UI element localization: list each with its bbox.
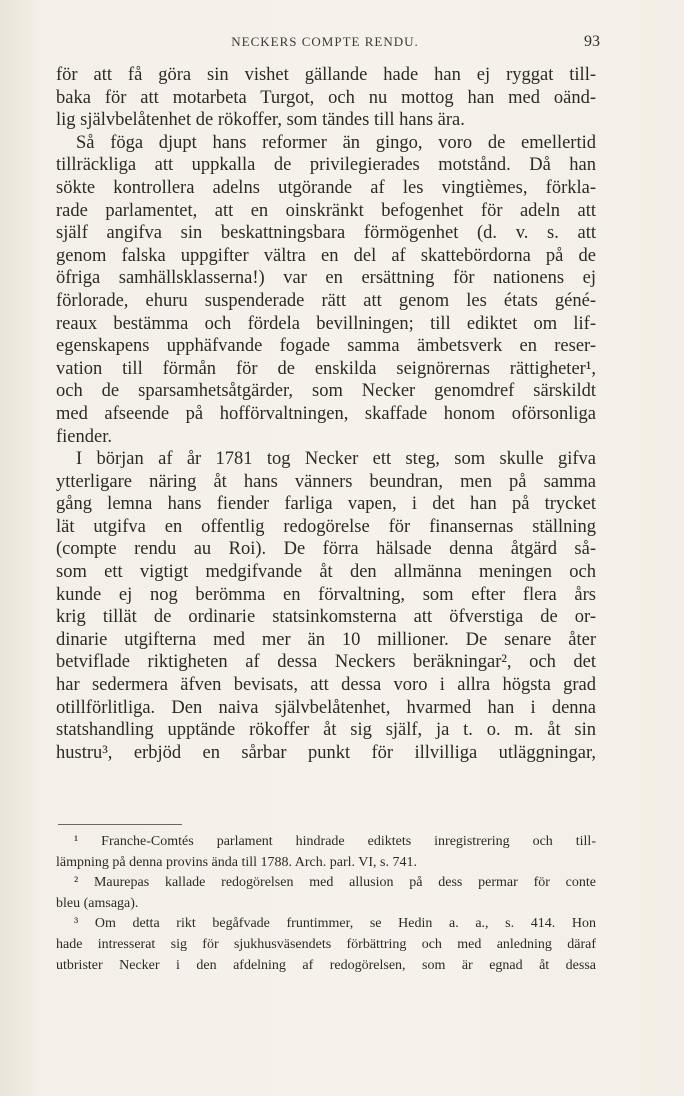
body-line: baka för att motarbeta Turgot, och nu mottog han med oänd-: [56, 87, 596, 108]
page-header: [56, 33, 600, 54]
body-line: egenskapens upphäfvande fogade samma ämbetsverk en reser-: [56, 336, 596, 357]
body-line: (compte rendu au Roi). De förra hälsade denna åtgärd så-: [56, 539, 596, 560]
footnote-divider: [58, 824, 182, 825]
body-line: förlorade, ehuru suspenderade rätt att genom les états géné-: [56, 290, 596, 311]
body-line: lig självbelåtenhet de rökoffer, som tändes till hans ära.: [56, 110, 465, 131]
footnote-line: ³ Om detta rikt begåfvade fruntimmer, se Hedin a. a., s. 414. Hon: [74, 916, 596, 932]
body-line: gång lemna hans fiender farliga vapen, i det han på trycket: [56, 494, 596, 515]
body-line: öfriga samhällsklasserna!) var en ersättning för nationens ej: [56, 268, 596, 289]
body-line: betviflade riktigheten af dessa Neckers beräkningar², och det: [56, 652, 596, 673]
body-line: genom falska uppgifter vältra en del af skattebördorna på de: [56, 245, 596, 266]
body-line: Så föga djupt hans reformer än gingo, voro de emellertid: [76, 132, 596, 153]
footnote-line: bleu (amsaga).: [56, 895, 139, 911]
footnote-line: ¹ Franche-Comtés parlament hindrade ediktets inregistrering och till-: [74, 834, 596, 849]
body-line: vation till förmån för de enskilda seignörernas rättigheter¹,: [56, 358, 596, 379]
body-line: lät utgifva en offentlig redogörelse för finansernas ställning: [56, 516, 596, 537]
body-line: har sedermera äfven bevisats, att dessa voro i allra högsta grad: [56, 675, 596, 696]
footnote-line: lämpning på denna provins ända till 1788. Arch. parl. VI, s. 741.: [56, 854, 417, 870]
body-line: som ett vigtigt medgifvande åt den allmänna meningen och: [56, 562, 596, 583]
footnote-line: utbrister Necker i den afdelning af redogörelsen, som är egnad åt dessa: [56, 957, 596, 973]
body-line: och de sparsamhetsåtgärder, som Necker genomdref särskildt: [56, 381, 596, 402]
body-line: sökte kontrollera adelns utgörande af les vingtièmes, förkla-: [56, 177, 596, 198]
footnote-line: hade intresserat sig för sjukhusväsendets förbättring och med anledning däraf: [56, 936, 596, 952]
body-line: ytterligare näring åt hans vänners beundran, men på samma: [56, 471, 596, 492]
body-line: fiender.: [56, 426, 112, 447]
running-head: NECKERS COMPTE RENDU.: [231, 34, 419, 49]
body-line: själf angifva sin beskattningsbara förmögenhet (d. v. s. att: [56, 223, 596, 244]
body-line: dinarie utgifterna med mer än 10 millioner. De senare åter: [56, 629, 596, 650]
page-number: 93: [584, 33, 600, 50]
body-line: otillförlitliga. Den naiva självbelåtenhet, hvarmed han i denna: [56, 697, 596, 718]
body-line: reaux bestämma och fördela bevillningen; till ediktet om lif-: [56, 313, 596, 334]
body-text: [56, 64, 596, 764]
footnotes: [56, 832, 596, 976]
body-line: med afseende på hofförvaltningen, skaffade honom oförsonliga: [56, 403, 596, 424]
body-line: statshandling upptände rökoffer åt sig själf, ja t. o. m. åt sin: [56, 720, 596, 741]
body-line: hustru³, erbjöd en sårbar punkt för illvilliga utläggningar,: [56, 742, 596, 763]
body-line: I början af år 1781 tog Necker ett steg, som skulle gifva: [76, 449, 596, 470]
body-line: rade parlamentet, att en oinskränkt befogenhet för adeln att: [56, 200, 596, 221]
body-line: för att få göra sin vishet gällande hade han ej ryggat till-: [56, 65, 596, 85]
body-line: kunde ej nog berömma en förvaltning, som efter flera års: [56, 584, 596, 605]
body-line: krig tillät de ordinarie statsinkomsterna att öfverstiga de or-: [56, 607, 596, 628]
footnote-line: ² Maurepas kallade redogörelsen med allusion på dess permar för conte: [74, 875, 596, 891]
body-line: tillräckliga att uppkalla de privilegierades motstånd. Då han: [56, 155, 596, 176]
